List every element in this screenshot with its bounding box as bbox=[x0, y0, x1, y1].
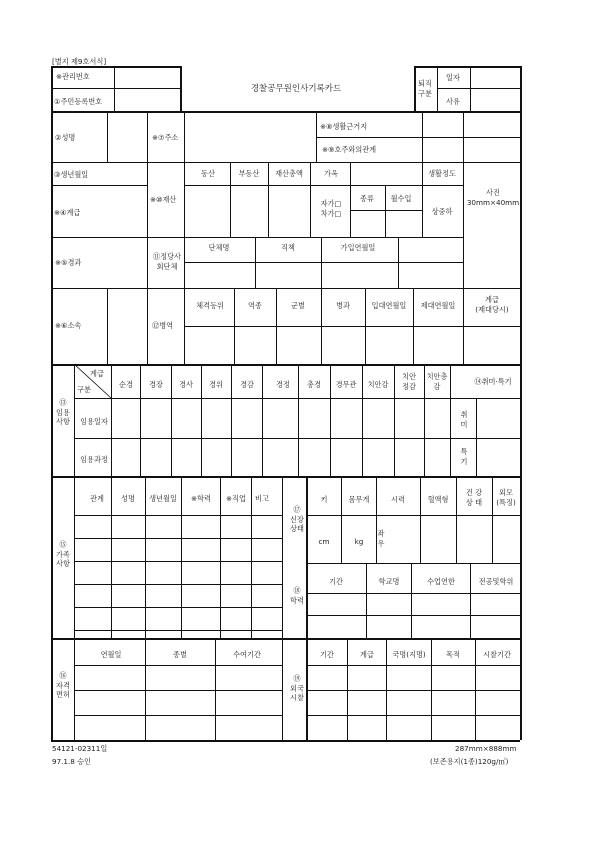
rank-label: ※④계급 bbox=[54, 208, 81, 217]
discharge-rank-label: 계급 (제대당시) bbox=[475, 295, 509, 314]
rank-header-9: 치안 정감 bbox=[402, 372, 416, 391]
family-header-2: 생년월일 bbox=[149, 494, 177, 503]
residence-label: ※⑧생활근거지 bbox=[320, 122, 368, 131]
birth-date-label: ③생년월일 bbox=[54, 170, 89, 179]
management-number-label: ※관리번호 bbox=[56, 72, 90, 81]
living-level-options: 상중하 bbox=[431, 207, 453, 216]
living-standard-label: 생활정도 bbox=[428, 169, 456, 178]
family-header-5: 비고 bbox=[255, 494, 269, 503]
diagonal-rank-label: 계급 bbox=[90, 369, 104, 378]
body-header-5: 외모 (특징) bbox=[496, 488, 516, 507]
armed-forces-branch-label: 군별 bbox=[291, 301, 305, 310]
retirement-reason-label: 사유 bbox=[446, 97, 460, 106]
paper-size: 287mm×888mm bbox=[455, 744, 517, 753]
photo-box-label: 사진 30mm×40mm bbox=[466, 188, 520, 207]
house-label: 가옥 bbox=[324, 169, 338, 178]
retirement-category-label: 퇴직 구분 bbox=[418, 79, 432, 98]
body-header-2: 시력 bbox=[391, 495, 405, 504]
education-header-1: 학교명 bbox=[378, 577, 400, 586]
family-header-4: ※직업 bbox=[226, 494, 246, 503]
special-skill-label: 특 기 bbox=[460, 447, 468, 466]
rank-header-5: 경정 bbox=[276, 380, 290, 389]
house-ownership-checkboxes: 자가□ 차가□ bbox=[320, 199, 342, 218]
political-org-label: ⑪정당사 회단체 bbox=[152, 252, 182, 271]
hobby-special-header: ⑭취미·특기 bbox=[474, 377, 512, 386]
license-header-1: 종별 bbox=[173, 650, 187, 659]
weight-unit: kg bbox=[354, 537, 364, 546]
height-unit: cm bbox=[318, 537, 330, 546]
overseas-header-4: 시찰기간 bbox=[483, 650, 511, 659]
family-header-3: ※학력 bbox=[191, 494, 211, 503]
family-header-1: 성명 bbox=[121, 494, 135, 503]
monthly-income-label: 월수입 bbox=[390, 194, 412, 203]
appointment-section-label: ⑬ 임용 사항 bbox=[56, 398, 70, 427]
retirement-date-label: 일자 bbox=[446, 73, 460, 82]
rank-header-2: 경사 bbox=[179, 380, 193, 389]
rank-header-3: 경위 bbox=[209, 380, 223, 389]
enlistment-date-label: 입대연월일 bbox=[371, 301, 407, 310]
rank-header-10: 치안총 감 bbox=[426, 372, 448, 391]
overseas-header-2: 국명(지명) bbox=[392, 650, 426, 659]
overseas-header-3: 목적 bbox=[446, 650, 460, 659]
license-section-label: ⑯ 자격 면허 bbox=[56, 671, 70, 700]
overseas-header-0: 기간 bbox=[320, 650, 334, 659]
overseas-inspection-label: ⑲ 외국 시찰 bbox=[290, 674, 304, 703]
property-label: ※⑩재산 bbox=[150, 195, 177, 204]
education-header-0: 기간 bbox=[329, 577, 343, 586]
body-header-4: 건 강 상 태 bbox=[465, 488, 483, 507]
physical-grade-label: 체격등위 bbox=[196, 301, 224, 310]
rank-header-6: 총경 bbox=[307, 380, 321, 389]
name-label: ②성명 bbox=[55, 133, 76, 142]
overseas-header-1: 계급 bbox=[360, 650, 374, 659]
property-total-label: 재산총액 bbox=[275, 169, 303, 178]
org-position-label: 직책 bbox=[281, 243, 295, 252]
movable-property-label: 동산 bbox=[201, 169, 215, 178]
education-header-2: 수업연한 bbox=[427, 577, 455, 586]
education-section-label: ⑱ 학력 bbox=[290, 586, 304, 605]
license-header-2: 수여기간 bbox=[233, 650, 261, 659]
paper-spec: (보존용지(1종)120g/㎡) bbox=[430, 757, 509, 766]
body-header-3: 혈액형 bbox=[427, 495, 449, 504]
household-relation-label: ※⑨호주와의관계 bbox=[322, 145, 377, 154]
license-header-0: 연월일 bbox=[100, 650, 122, 659]
rank-header-0: 순경 bbox=[119, 380, 133, 389]
resident-number-label: ①주민등록번호 bbox=[54, 97, 103, 106]
house-type-label: 종류 bbox=[360, 194, 374, 203]
rank-header-1: 경장 bbox=[149, 380, 163, 389]
discharge-date-label: 제대연월일 bbox=[420, 301, 456, 310]
body-header-0: 키 bbox=[320, 495, 328, 504]
military-specialty-label: 병과 bbox=[336, 301, 350, 310]
form-code: 54121-02311일 bbox=[52, 744, 108, 753]
org-name-label: 단체명 bbox=[208, 243, 230, 252]
family-header-0: 관계 bbox=[90, 494, 104, 503]
appointment-date-row-label: 임용일자 bbox=[80, 417, 108, 426]
military-service-label: ⑫병역 bbox=[152, 321, 174, 330]
rank-header-7: 경무관 bbox=[335, 380, 357, 389]
form-title: 경찰공무원인사기록카드 bbox=[250, 84, 342, 94]
approval-date: 97.1.8 승인 bbox=[52, 757, 92, 766]
hobby-label: 취 미 bbox=[460, 410, 468, 429]
rank-header-4: 경감 bbox=[240, 380, 254, 389]
service-type-label: 역종 bbox=[248, 301, 262, 310]
real-estate-label: 부동산 bbox=[238, 169, 260, 178]
eyesight-left-right: 좌 우 bbox=[377, 529, 385, 548]
physical-condition-label: ⑰ 신장 상태 bbox=[290, 505, 304, 534]
form-number: [별지 제9호서식] bbox=[52, 57, 107, 66]
education-header-3: 전공및학위 bbox=[478, 577, 514, 586]
family-section-label: ⑮ 가족 사항 bbox=[56, 540, 70, 569]
affiliation-label: ※⑥소속 bbox=[55, 321, 82, 330]
address-label: ※⑦주소 bbox=[152, 133, 179, 142]
org-join-date-label: 가입연월일 bbox=[340, 243, 376, 252]
body-header-1: 몸무게 bbox=[348, 495, 370, 504]
appointment-process-row-label: 임용과정 bbox=[80, 455, 108, 464]
rank-header-8: 치안감 bbox=[367, 380, 389, 389]
diagonal-category-label: 구분 bbox=[77, 385, 91, 394]
career-label: ※⑤경과 bbox=[55, 258, 82, 267]
